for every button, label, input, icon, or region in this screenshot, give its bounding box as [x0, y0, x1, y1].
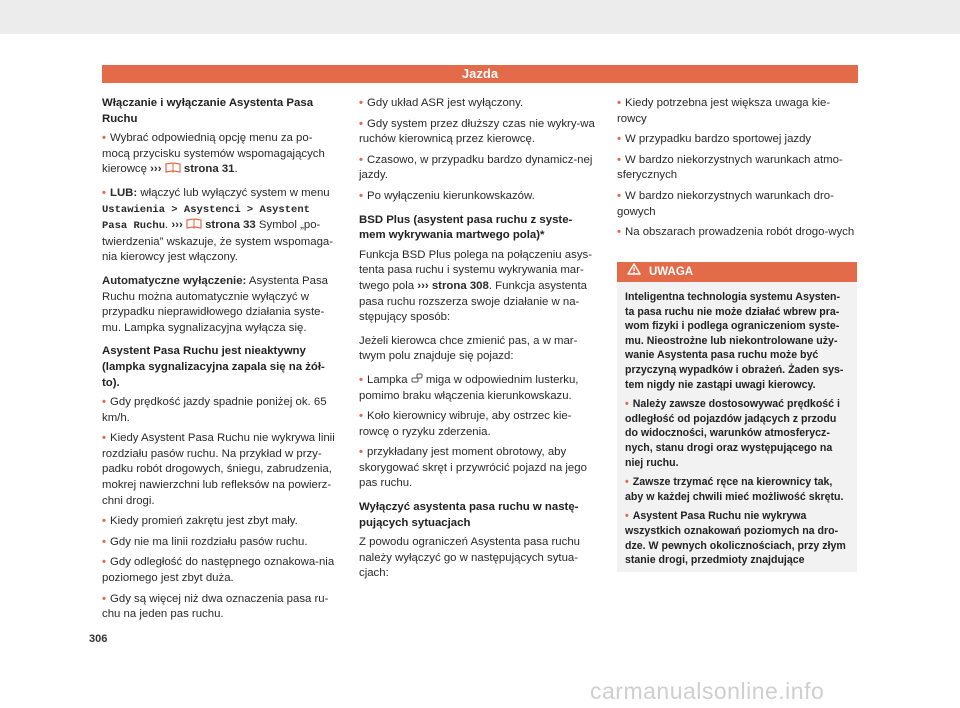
- list-item: [359, 189, 597, 205]
- bullet-text: Gdy system przez dłuższy czas nie wykry-wa ruchów kierownicą przez kierowcę.: [359, 117, 595, 146]
- link-arrows: ›››: [417, 279, 429, 292]
- list-item: [625, 397, 849, 470]
- paragraph-text: . Funkcja asystenta pasa ruchu rozszerza swoje działanie w na-stępujący sposób:: [359, 279, 587, 324]
- link-arrows: ›››: [150, 163, 162, 176]
- list-item: [359, 153, 597, 184]
- bullet-icon: [102, 432, 110, 444]
- bullet-text: W bardzo niekorzystnych warunkach dro-gowych: [617, 189, 834, 218]
- list-item: [617, 153, 855, 184]
- auto-off-text: Asystenta Pasa Ruchu można automatycznie wyłączyć w przypadku nieprawidłowego działania syste-mu. Lampka sygnalizacyjna wyłącza się.: [102, 274, 329, 334]
- watermark: carmanualsonline.info: [590, 678, 825, 704]
- bullet-text: przykładany jest moment obrotowy, aby skorygować skręt i przywrócić pojazd na jego pas ruchu.: [359, 446, 587, 490]
- list-item: [359, 409, 597, 440]
- bullet-text: Po wyłączeniu kierunkowskazów.: [367, 189, 535, 202]
- bullet-icon: [625, 476, 633, 488]
- list-item: [625, 475, 849, 504]
- list-item: • Wybrać odpowiednią opcję menu za po-mocą przycisku systemów wspomagających kierowcę ››› strona 31.: [102, 131, 340, 178]
- column-1: [102, 96, 340, 628]
- page-number: 306: [89, 633, 108, 645]
- bullet-text: Czasowo, w przypadku bardzo dynamicz-nej jazdy.: [359, 153, 593, 182]
- bullet-text: Gdy nie ma linii rozdziału pasów ruchu.: [110, 535, 308, 548]
- bullet-text: W bardzo niekorzystnych warunkach atmo-sferycznych: [617, 153, 843, 182]
- book-icon: [186, 218, 202, 229]
- bullet-icon: [617, 154, 625, 166]
- bullet-icon: [102, 536, 110, 548]
- bullet-icon: [617, 226, 625, 238]
- heading-bsd-plus: BSD Plus (asystent pasa ruchu z syste-mem wykrywania martwego pola)*: [359, 213, 573, 242]
- list-item: [359, 117, 597, 148]
- auto-off-paragraph: [102, 274, 340, 336]
- bullet-icon: [359, 446, 367, 458]
- bullet-text: Kiedy promień zakrętu jest zbyt mały.: [110, 515, 298, 528]
- bullet-icon: [102, 556, 110, 568]
- list-item: [359, 373, 597, 404]
- list-item: [102, 395, 340, 426]
- bullet-icon: [617, 190, 625, 202]
- warning-box: [617, 262, 857, 572]
- bsd-paragraph: [359, 248, 597, 326]
- bullet-icon: [102, 593, 110, 605]
- menu-path: Ustawienia > Asystenci > Asystent Pasa Ruchu: [102, 203, 310, 233]
- bullet-text: Należy zawsze dostosowywać prędkość i odległość od pojazdów jadących z przodu do widoczności, warunków atmosferycz-nych, stanu drogi oraz występującego na niej ruchu.: [625, 398, 840, 469]
- bullet-icon: [625, 398, 633, 410]
- list-item: [102, 514, 340, 530]
- warning-title: UWAGA: [649, 266, 694, 278]
- list-item: [359, 445, 597, 492]
- bullet-text: Kiedy Asystent Pasa Ruchu nie wykrywa linii rozdziału pasów ruchu. Na przykład w przy-padku robót drogowych, śniegu, zabrudzenia, mokrej nawierzchni lub refleksów na powierz-chni drogi.: [102, 432, 335, 507]
- section-header: [102, 65, 858, 83]
- list-item: [617, 96, 855, 127]
- column-2: [359, 96, 597, 590]
- paragraph-text: Funkcja BSD Plus polega na połączeniu asys-tenta pasa ruchu i systemu wykrywania mar-twego pola: [359, 248, 593, 292]
- bullet-text: Symbol „po-twierdzenia” wskazuje, że system wspomaga-nia kierowcy jest włączony.: [102, 219, 334, 264]
- bullet-icon: [359, 190, 367, 202]
- bullet-icon: [102, 132, 110, 144]
- list-item: [102, 535, 340, 551]
- list-item: [102, 592, 340, 623]
- list-item: [102, 431, 340, 509]
- list-item: • LUB: włączyć lub wyłączyć system w menu Ustawienia > Asystenci > Asystent Pasa Ruchu. ››› strona 33 Symbol „po-twierdzenia” wskazuje, że system wspomaga-nia kierowcy jest włączony.: [102, 186, 340, 266]
- bullet-text: Asystent Pasa Ruchu nie wykrywa wszystkich oznakowań poziomych na dro-dze. W pewnych okolicznościach, przy złym stanie drogi, przedmioty znajdujące: [625, 510, 846, 567]
- bullet-icon: [102, 187, 110, 199]
- bullet-icon: [359, 118, 367, 130]
- list-item: [625, 509, 849, 567]
- bullet-icon: [102, 515, 110, 527]
- bullet-text: miga w odpowiednim lusterku, pomimo braku włączenia kierunkowskazu.: [359, 373, 579, 402]
- bullet-icon: [359, 97, 367, 109]
- lane-change-paragraph: Jeżeli kierowca chce zmienić pas, a w mar-twym polu znajduje się pojazd:: [359, 334, 578, 363]
- bullet-icon: [625, 510, 633, 522]
- book-icon: [165, 162, 181, 173]
- link-arrows: ›››: [171, 219, 183, 232]
- heading-inactive: Asystent Pasa Ruchu jest nieaktywny (lampka sygnalizacyjna zapala się na żół-to).: [102, 345, 325, 389]
- page-link[interactable]: strona 308: [431, 279, 489, 292]
- warning-triangle-icon: [627, 262, 641, 282]
- bullet-text: Na obszarach prowadzenia robót drogo-wych: [625, 226, 855, 239]
- bullet-text: Lampka: [367, 373, 408, 386]
- auto-off-label: Automatyczne wyłączenie:: [102, 274, 247, 287]
- list-item: [617, 132, 855, 148]
- bullet-text: Gdy prędkość jazdy spadnie poniżej ok. 65 km/h.: [102, 396, 327, 424]
- column-3: [617, 96, 855, 246]
- warning-header: [617, 262, 857, 282]
- bullet-text: Zawsze trzymać ręce na kierownicy tak, aby w każdej chwili mieć możliwość skrętu.: [625, 476, 844, 503]
- bullet-text: Gdy układ ASR jest wyłączony.: [367, 97, 524, 109]
- bullet-icon: [359, 154, 367, 166]
- lub-label: LUB:: [110, 186, 138, 199]
- top-band: [0, 0, 960, 34]
- bullet-text: Gdy są więcej niż dwa oznaczenia pasa ru-chu na jeden pas ruchu.: [102, 592, 329, 621]
- bullet-text: Kiedy potrzebna jest większa uwaga kie-rowcy: [617, 97, 831, 125]
- bullet-icon: [617, 97, 625, 109]
- bullet-text: Wybrać odpowiednią opcję menu za po-mocą przycisku systemów wspomagających kierowcę: [102, 132, 325, 176]
- warning-body: [617, 282, 857, 568]
- bullet-icon: [359, 374, 367, 386]
- warning-paragraph: Inteligentna technologia systemu Asysten-ta pasa ruchu nie może działać wbrew pra-wom fizyki i podlega ograniczeniom syste-mu. Nieostrożne lub niekontrolowane uży-wanie Asystenta pasa ruchu może być przyczyną wypadków i obrażeń. Żaden sys-tem nigdy nie zastąpi uwagi kierowcy.: [625, 291, 844, 391]
- page-link[interactable]: strona 33: [205, 219, 256, 232]
- heading-toggle-lane-assist: Włączanie i wyłączanie Asystenta Pasa Ruchu: [102, 97, 314, 125]
- bullet-text: Koło kierownicy wibruje, aby ostrzec kie-rowcę o ryzyku zderzenia.: [359, 410, 572, 438]
- bullet-icon: [359, 410, 367, 422]
- section-title: Jazda: [461, 66, 499, 81]
- blind-spot-lamp-icon: [411, 373, 423, 385]
- heading-disable-situations: Wyłączyć asystenta pasa ruchu w nastę-pujących sytuacjach: [359, 501, 579, 529]
- bullet-text: Gdy odległość do następnego oznakowa-nia poziomego jest zbyt duża.: [102, 556, 335, 585]
- bullet-icon: [617, 133, 625, 145]
- bullet-text: włączyć lub wyłączyć system w menu: [140, 186, 330, 199]
- list-item: [359, 96, 597, 112]
- list-item: [617, 225, 855, 241]
- page-link[interactable]: strona 31: [183, 163, 235, 176]
- list-item: [617, 189, 855, 220]
- list-item: [102, 555, 340, 586]
- bullet-text: W przypadku bardzo sportowej jazdy: [625, 133, 812, 146]
- disable-paragraph: Z powodu ograniczeń Asystenta pasa ruchu należy wyłączyć go w następujących sytua-cjach:: [359, 536, 580, 580]
- bullet-icon: [102, 396, 110, 408]
